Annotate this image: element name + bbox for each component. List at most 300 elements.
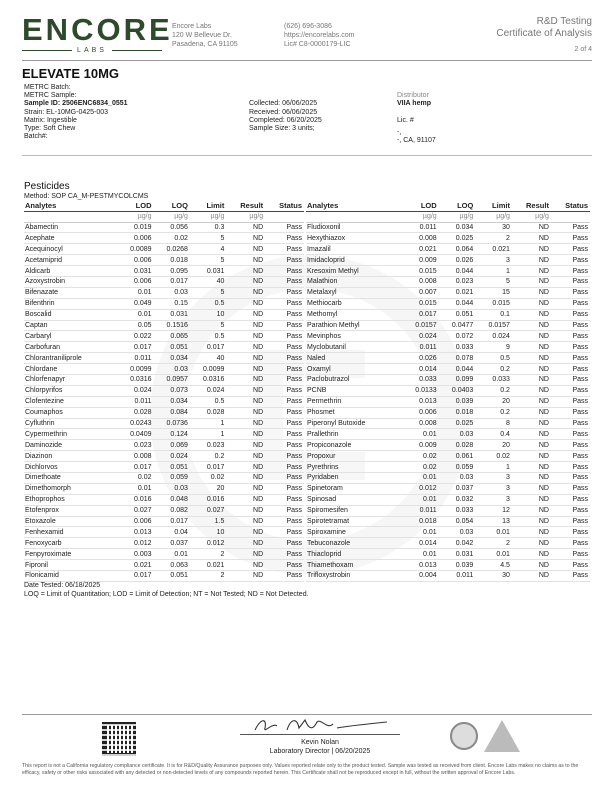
value-cell: 0.049 bbox=[117, 298, 153, 309]
value-cell: ND bbox=[512, 276, 551, 287]
value-cell: 0.028 bbox=[190, 407, 226, 418]
analyte-name: Boscalid bbox=[24, 309, 117, 320]
value-cell: 0.01 bbox=[475, 549, 512, 560]
value-cell: 3 bbox=[475, 483, 512, 494]
value-cell: 0.044 bbox=[439, 364, 476, 375]
table-row bbox=[306, 276, 590, 287]
value-cell: Pass bbox=[265, 353, 304, 364]
value-cell: 40 bbox=[190, 353, 226, 364]
value-cell: 0.0089 bbox=[117, 244, 153, 255]
table-row bbox=[306, 342, 590, 353]
value-cell: 0.022 bbox=[117, 331, 153, 342]
column-header: LOQ bbox=[171, 201, 188, 211]
value-cell: 0.023 bbox=[190, 440, 226, 451]
value-cell: ND bbox=[226, 538, 265, 549]
table-row bbox=[306, 233, 590, 244]
value-cell: ND bbox=[512, 298, 551, 309]
analyte-name: Cypermethrin bbox=[24, 429, 117, 440]
table-row bbox=[24, 440, 304, 451]
value-cell: 4.5 bbox=[475, 560, 512, 571]
value-cell: 0.027 bbox=[117, 505, 153, 516]
analyte-name: Aldicarb bbox=[24, 266, 117, 277]
value-cell: Pass bbox=[551, 244, 590, 255]
value-cell: 0.015 bbox=[402, 266, 439, 277]
value-cell: Pass bbox=[265, 418, 304, 429]
analyte-name: Chlorantraniliprole bbox=[24, 353, 117, 364]
unit-cell bbox=[24, 211, 117, 222]
value-cell: ND bbox=[226, 527, 265, 538]
value-cell: ND bbox=[226, 462, 265, 473]
analyte-name: Methomyl bbox=[306, 309, 402, 320]
value-cell: 2 bbox=[190, 571, 226, 582]
analyte-name: Prallethrin bbox=[306, 429, 402, 440]
value-cell: 0.017 bbox=[117, 571, 153, 582]
analyte-name: Permethrin bbox=[306, 396, 402, 407]
value-cell: 0.027 bbox=[190, 505, 226, 516]
value-cell: 10 bbox=[190, 527, 226, 538]
value-cell: Pass bbox=[551, 549, 590, 560]
signer-name: Kevin Nolan bbox=[301, 739, 339, 746]
lab-name: Encore Labs bbox=[172, 23, 212, 30]
pjla-badge-icon bbox=[484, 720, 520, 752]
value-cell: 4 bbox=[190, 244, 226, 255]
analyte-name: Fludioxonil bbox=[306, 222, 402, 233]
table-row bbox=[306, 385, 590, 396]
lab-contact bbox=[284, 22, 354, 49]
lab-website[interactable]: https://encorelabs.com bbox=[284, 32, 355, 39]
lab-address-line1: 120 W Bellevue Dr. bbox=[172, 32, 232, 39]
value-cell: ND bbox=[226, 407, 265, 418]
value-cell: 0.01 bbox=[475, 527, 512, 538]
value-cell: 0.0403 bbox=[439, 385, 476, 396]
value-cell: 0.021 bbox=[117, 560, 153, 571]
sample-id: Sample ID: 2506ENC6834_0551 bbox=[24, 100, 128, 108]
value-cell: ND bbox=[512, 266, 551, 277]
value-cell: 5 bbox=[190, 255, 226, 266]
value-cell: 0.033 bbox=[439, 505, 476, 516]
value-cell: 0.017 bbox=[117, 462, 153, 473]
disclaimer: This report is not a California regulatory compliance certificate. It is for R&D/Quality Assurance purposes only. Values reported relate only to the product tested. Sample was tested as received from client. Encore Labs makes no claims as to the efficacy, safety or other risks associated with any detected or non-detected levels of any compounds reported herein. This Certificate shall not be reproduced except in full, without the written approval of Encore Labs. bbox=[22, 763, 579, 776]
table-row bbox=[24, 451, 304, 462]
analyte-name: Fenpyroximate bbox=[24, 549, 117, 560]
logo-sub-text: LABS bbox=[77, 47, 107, 54]
value-cell: 0.024 bbox=[475, 331, 512, 342]
method: Method: SOP CA_M-PESTMYCOLCMS bbox=[24, 193, 149, 200]
value-cell: ND bbox=[512, 364, 551, 375]
value-cell: 0.031 bbox=[117, 266, 153, 277]
analyte-name: Mevinphos bbox=[306, 331, 402, 342]
table-row bbox=[24, 331, 304, 342]
value-cell: 0.056 bbox=[154, 222, 190, 233]
value-cell: 0.037 bbox=[439, 483, 476, 494]
value-cell: 0.023 bbox=[439, 276, 476, 287]
table-footer bbox=[24, 581, 309, 599]
value-cell: 0.021 bbox=[439, 287, 476, 298]
value-cell: 30 bbox=[475, 571, 512, 582]
section-title: Pesticides bbox=[24, 181, 70, 192]
analyte-name: Thiamethoxam bbox=[306, 560, 402, 571]
analyte-name: Paclobutrazol bbox=[306, 374, 402, 385]
value-cell: 0.011 bbox=[402, 222, 439, 233]
table-row bbox=[24, 549, 304, 560]
unit-cell bbox=[306, 211, 402, 222]
value-cell: 0.011 bbox=[117, 353, 153, 364]
value-cell: Pass bbox=[551, 494, 590, 505]
value-cell: 0.024 bbox=[154, 451, 190, 462]
value-cell: 0.014 bbox=[402, 538, 439, 549]
pesticides-table-left bbox=[24, 201, 304, 582]
value-cell: 0.2 bbox=[475, 407, 512, 418]
header bbox=[22, 14, 592, 54]
value-cell: 0.008 bbox=[117, 451, 153, 462]
table-header-row bbox=[24, 201, 304, 211]
value-cell: 0.072 bbox=[439, 331, 476, 342]
unit-cell: µg/g bbox=[475, 211, 512, 222]
table-row bbox=[306, 560, 590, 571]
table-row bbox=[306, 396, 590, 407]
value-cell: ND bbox=[226, 233, 265, 244]
value-cell: Pass bbox=[265, 462, 304, 473]
column-header: LOD bbox=[135, 201, 152, 211]
value-cell: ND bbox=[512, 527, 551, 538]
value-cell: 5 bbox=[475, 276, 512, 287]
value-cell: Pass bbox=[551, 429, 590, 440]
value-cell: 5 bbox=[190, 233, 226, 244]
value-cell: 0.026 bbox=[402, 353, 439, 364]
value-cell: ND bbox=[512, 429, 551, 440]
table-row bbox=[24, 222, 304, 233]
value-cell: ND bbox=[226, 472, 265, 483]
sample-info-left bbox=[24, 84, 128, 141]
signature-image bbox=[247, 714, 397, 736]
table-row bbox=[306, 309, 590, 320]
value-cell: 0.1516 bbox=[154, 320, 190, 331]
table-row bbox=[24, 342, 304, 353]
value-cell: 0.1 bbox=[475, 309, 512, 320]
table-row bbox=[306, 244, 590, 255]
value-cell: 0.051 bbox=[154, 342, 190, 353]
table-row bbox=[306, 483, 590, 494]
value-cell: ND bbox=[512, 472, 551, 483]
value-cell: ND bbox=[226, 483, 265, 494]
analyte-name: Parathion Methyl bbox=[306, 320, 402, 331]
analyte-name: Bifenazate bbox=[24, 287, 117, 298]
value-cell: 0.021 bbox=[475, 244, 512, 255]
column-header: Status bbox=[279, 201, 302, 211]
analyte-name: Etoxazole bbox=[24, 516, 117, 527]
value-cell: 0.051 bbox=[154, 571, 190, 582]
value-cell: 0.011 bbox=[402, 505, 439, 516]
table-row bbox=[24, 494, 304, 505]
value-cell: 0.095 bbox=[154, 266, 190, 277]
table-row bbox=[24, 472, 304, 483]
value-cell: Pass bbox=[551, 266, 590, 277]
analyte-name: Hexythiazox bbox=[306, 233, 402, 244]
value-cell: 0.031 bbox=[439, 549, 476, 560]
value-cell: ND bbox=[226, 451, 265, 462]
value-cell: Pass bbox=[551, 364, 590, 375]
value-cell: Pass bbox=[551, 516, 590, 527]
value-cell: 0.044 bbox=[439, 298, 476, 309]
value-cell: 0.051 bbox=[439, 309, 476, 320]
value-cell: 0.025 bbox=[439, 233, 476, 244]
value-cell: 1 bbox=[475, 266, 512, 277]
table-row bbox=[306, 571, 590, 582]
table-row bbox=[306, 472, 590, 483]
value-cell: 40 bbox=[190, 276, 226, 287]
value-cell: 0.0409 bbox=[117, 429, 153, 440]
value-cell: Pass bbox=[551, 472, 590, 483]
value-cell: 0.084 bbox=[154, 407, 190, 418]
value-cell: 0.015 bbox=[402, 298, 439, 309]
value-cell: 0.059 bbox=[154, 472, 190, 483]
unit-cell bbox=[265, 211, 304, 222]
table-row bbox=[24, 396, 304, 407]
value-cell: 0.006 bbox=[117, 255, 153, 266]
distributor-line2: -, CA, 91107 bbox=[397, 137, 436, 144]
value-cell: 0.012 bbox=[402, 483, 439, 494]
analyte-name: Etofenprox bbox=[24, 505, 117, 516]
pesticides-table-right bbox=[306, 201, 590, 582]
value-cell: 0.004 bbox=[402, 571, 439, 582]
value-cell: Pass bbox=[265, 385, 304, 396]
value-cell: Pass bbox=[551, 353, 590, 364]
analyte-name: Acequinocyl bbox=[24, 244, 117, 255]
matrix: Matrix: Ingestible bbox=[24, 116, 77, 124]
value-cell: 12 bbox=[475, 505, 512, 516]
value-cell: 0.013 bbox=[117, 527, 153, 538]
analyte-name: Piperonyl Butoxide bbox=[306, 418, 402, 429]
value-cell: 0.033 bbox=[402, 374, 439, 385]
value-cell: 0.02 bbox=[190, 472, 226, 483]
column-header: Analytes bbox=[25, 201, 57, 211]
value-cell: 0.018 bbox=[154, 255, 190, 266]
header-rule bbox=[22, 60, 592, 61]
value-cell: 0.04 bbox=[154, 527, 190, 538]
table-header-row bbox=[306, 201, 590, 211]
value-cell: 0.05 bbox=[117, 320, 153, 331]
value-cell: Pass bbox=[265, 549, 304, 560]
table-row bbox=[24, 483, 304, 494]
value-cell: ND bbox=[512, 516, 551, 527]
value-cell: Pass bbox=[265, 396, 304, 407]
analyte-name: PCNB bbox=[306, 385, 402, 396]
doc-title1: R&D Testing bbox=[536, 16, 592, 27]
value-cell: 0.01 bbox=[402, 494, 439, 505]
value-cell: ND bbox=[226, 364, 265, 375]
value-cell: 0.008 bbox=[402, 418, 439, 429]
value-cell: 0.02 bbox=[117, 472, 153, 483]
value-cell: Pass bbox=[265, 483, 304, 494]
value-cell: ND bbox=[512, 342, 551, 353]
value-cell: 0.016 bbox=[117, 494, 153, 505]
table-row bbox=[306, 418, 590, 429]
value-cell: ND bbox=[512, 374, 551, 385]
value-cell: 0.0316 bbox=[190, 374, 226, 385]
value-cell: 0.0316 bbox=[117, 374, 153, 385]
value-cell: 10 bbox=[190, 309, 226, 320]
value-cell: ND bbox=[512, 287, 551, 298]
value-cell: 0.2 bbox=[475, 385, 512, 396]
value-cell: Pass bbox=[265, 571, 304, 582]
value-cell: 0.0099 bbox=[117, 364, 153, 375]
value-cell: 0.2 bbox=[475, 364, 512, 375]
value-cell: 0.03 bbox=[154, 483, 190, 494]
value-cell: Pass bbox=[265, 505, 304, 516]
table-row bbox=[306, 538, 590, 549]
value-cell: 20 bbox=[475, 396, 512, 407]
analyte-name: Oxamyl bbox=[306, 364, 402, 375]
table-row bbox=[306, 364, 590, 375]
value-cell: 0.009 bbox=[402, 255, 439, 266]
value-cell: ND bbox=[512, 440, 551, 451]
value-cell: ND bbox=[226, 440, 265, 451]
received-date: Received: 06/06/2025 bbox=[249, 108, 318, 116]
value-cell: ND bbox=[226, 222, 265, 233]
metrc-sample: METRC Sample: bbox=[24, 92, 77, 100]
qr-code-pattern bbox=[102, 722, 136, 756]
value-cell: 0.026 bbox=[439, 255, 476, 266]
value-cell: Pass bbox=[551, 462, 590, 473]
value-cell: Pass bbox=[551, 483, 590, 494]
analyte-name: Dimethoate bbox=[24, 472, 117, 483]
unit-cell: µg/g bbox=[402, 211, 439, 222]
value-cell: Pass bbox=[551, 309, 590, 320]
unit-cell: µg/g bbox=[512, 211, 551, 222]
logo-word: ENCORE bbox=[22, 12, 173, 47]
table-row bbox=[306, 407, 590, 418]
analyte-name: Acephate bbox=[24, 233, 117, 244]
value-cell: 0.03 bbox=[154, 364, 190, 375]
column-header: Result bbox=[526, 201, 549, 211]
value-cell: 0.02 bbox=[475, 451, 512, 462]
value-cell: ND bbox=[226, 374, 265, 385]
value-cell: ND bbox=[226, 385, 265, 396]
value-cell: 0.033 bbox=[475, 374, 512, 385]
value-cell: 0.003 bbox=[117, 549, 153, 560]
value-cell: 8 bbox=[475, 418, 512, 429]
value-cell: Pass bbox=[265, 266, 304, 277]
value-cell: 0.031 bbox=[190, 266, 226, 277]
value-cell: ND bbox=[512, 407, 551, 418]
table-row bbox=[24, 266, 304, 277]
value-cell: 0.021 bbox=[190, 560, 226, 571]
value-cell: ND bbox=[512, 255, 551, 266]
value-cell: 2 bbox=[475, 538, 512, 549]
value-cell: 0.4 bbox=[475, 429, 512, 440]
value-cell: 0.2 bbox=[190, 451, 226, 462]
value-cell: Pass bbox=[265, 244, 304, 255]
table-row bbox=[24, 287, 304, 298]
value-cell: 0.01 bbox=[117, 483, 153, 494]
analyte-name: Coumaphos bbox=[24, 407, 117, 418]
value-cell: 5 bbox=[190, 287, 226, 298]
analyte-name: Cyfluthrin bbox=[24, 418, 117, 429]
value-cell: 0.013 bbox=[402, 560, 439, 571]
value-cell: Pass bbox=[265, 331, 304, 342]
value-cell: 0.01 bbox=[402, 429, 439, 440]
metrc-batch: METRC Batch: bbox=[24, 84, 71, 91]
value-cell: 0.01 bbox=[154, 549, 190, 560]
value-cell: 0.124 bbox=[154, 429, 190, 440]
value-cell: 5 bbox=[190, 320, 226, 331]
table-row bbox=[24, 407, 304, 418]
value-cell: 0.006 bbox=[117, 516, 153, 527]
value-cell: ND bbox=[512, 451, 551, 462]
table-row bbox=[24, 374, 304, 385]
value-cell: 0.03 bbox=[154, 287, 190, 298]
table-row bbox=[24, 538, 304, 549]
table-row bbox=[24, 462, 304, 473]
value-cell: Pass bbox=[265, 222, 304, 233]
value-cell: 0.0243 bbox=[117, 418, 153, 429]
strain: Strain: EL-10MG-0425-003 bbox=[24, 108, 109, 116]
analyte-name: Kresoxim Methyl bbox=[306, 266, 402, 277]
value-cell: ND bbox=[512, 222, 551, 233]
value-cell: 0.061 bbox=[439, 451, 476, 462]
lab-address bbox=[172, 22, 238, 49]
value-cell: Pass bbox=[551, 287, 590, 298]
value-cell: Pass bbox=[265, 276, 304, 287]
value-cell: 0.064 bbox=[439, 244, 476, 255]
value-cell: ND bbox=[226, 266, 265, 277]
analyte-name: Carbofuran bbox=[24, 342, 117, 353]
value-cell: 0.015 bbox=[475, 298, 512, 309]
value-cell: ND bbox=[226, 571, 265, 582]
value-cell: Pass bbox=[265, 472, 304, 483]
value-cell: 0.0268 bbox=[154, 244, 190, 255]
analyte-name: Spiroxamine bbox=[306, 527, 402, 538]
value-cell: Pass bbox=[551, 527, 590, 538]
analyte-name: Ethoprophos bbox=[24, 494, 117, 505]
value-cell: ND bbox=[512, 320, 551, 331]
value-cell: 0.051 bbox=[154, 462, 190, 473]
analyte-name: Methiocarb bbox=[306, 298, 402, 309]
value-cell: Pass bbox=[551, 440, 590, 451]
value-cell: ND bbox=[512, 244, 551, 255]
value-cell: 1.5 bbox=[190, 516, 226, 527]
value-cell: 0.006 bbox=[117, 276, 153, 287]
value-cell: 0.02 bbox=[402, 451, 439, 462]
value-cell: 0.01 bbox=[402, 472, 439, 483]
value-cell: Pass bbox=[551, 385, 590, 396]
column-header: Analytes bbox=[307, 201, 339, 211]
value-cell: 0.0477 bbox=[439, 320, 476, 331]
value-cell: Pass bbox=[265, 429, 304, 440]
value-cell: 0.082 bbox=[154, 505, 190, 516]
value-cell: ND bbox=[512, 309, 551, 320]
analyte-name: Dichlorvos bbox=[24, 462, 117, 473]
value-cell: 0.034 bbox=[154, 353, 190, 364]
value-cell: 15 bbox=[475, 287, 512, 298]
table-row bbox=[24, 364, 304, 375]
analyte-name: Abamectin bbox=[24, 222, 117, 233]
value-cell: Pass bbox=[551, 505, 590, 516]
unit-cell bbox=[551, 211, 590, 222]
value-cell: 0.017 bbox=[154, 276, 190, 287]
table-row bbox=[306, 331, 590, 342]
value-cell: Pass bbox=[265, 255, 304, 266]
value-cell: Pass bbox=[265, 320, 304, 331]
value-cell: 0.007 bbox=[402, 287, 439, 298]
value-cell: 0.0957 bbox=[154, 374, 190, 385]
table-row bbox=[24, 353, 304, 364]
value-cell: Pass bbox=[551, 320, 590, 331]
value-cell: 0.01 bbox=[117, 309, 153, 320]
value-cell: ND bbox=[512, 494, 551, 505]
value-cell: ND bbox=[226, 353, 265, 364]
analyte-name: Myclobutanil bbox=[306, 342, 402, 353]
